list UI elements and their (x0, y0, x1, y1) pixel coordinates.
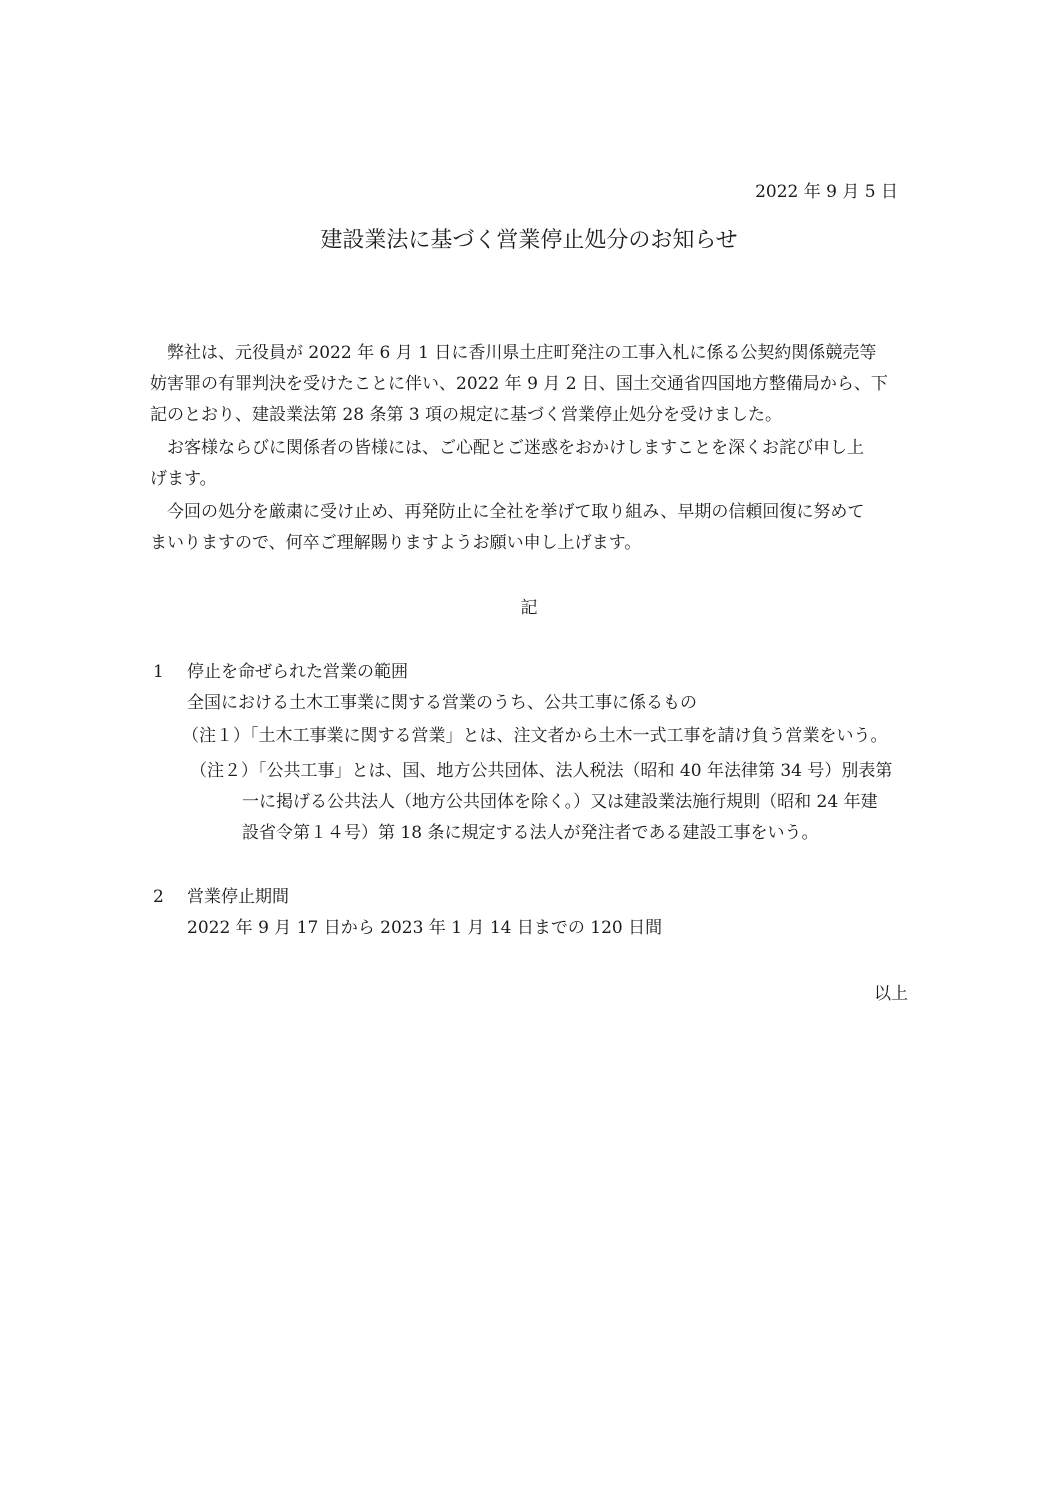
item-heading: 停止を命ぜられた営業の範囲 (187, 662, 408, 682)
item-note: 一に掲げる公共法人（地方公共団体を除く。）又は建設業法施行規則（昭和 24 年建 (242, 792, 878, 812)
item-note: 設省令第１４号）第 18 条に規定する法人が発注者である建設工事をいう。 (242, 823, 819, 843)
closing-text: 以上 (874, 984, 908, 1004)
body-line: お客様ならびに関係者の皆様には、ご心配とご迷惑をおかけしますことを深くお詫び申し上 (150, 438, 864, 458)
item-content: 2022 年 9 月 17 日から 2023 年 1 月 14 日までの 120 日間 (187, 918, 663, 938)
body-line: 弊社は、元役員が 2022 年 6 月 1 日に香川県土庄町発注の工事入札に係る公契約関係競売等 (150, 343, 877, 363)
item-content: 全国における土木工事業に関する営業のうち、公共工事に係るもの (187, 693, 697, 713)
ki-heading: 記 (520, 598, 538, 618)
item-heading: 営業停止期間 (187, 887, 289, 907)
body-line: 今回の処分を厳粛に受け止め、再発防止に全社を挙げて取り組み、早期の信頼回復に努めて (150, 502, 865, 522)
item-note: （注２）「公共工事」とは、国、地方公共団体、法人税法（昭和 40 年法律第 34 号）別表第 (190, 761, 893, 781)
document-title: 建設業法に基づく営業停止処分のお知らせ (320, 228, 738, 253)
item-note: （注１）「土木工事業に関する営業」とは、注文者から土木一式工事を請け負う営業をいう。 (182, 726, 888, 746)
body-line: げます。 (150, 469, 217, 489)
item-number: 1 (153, 662, 164, 682)
body-line: 妨害罪の有罪判決を受けたことに伴い、2022 年 9 月 2 日、国土交通省四国地方整備局から、下 (150, 374, 888, 394)
document-date: 2022 年 9 月 5 日 (755, 182, 898, 202)
body-line: まいりますので、何卒ご理解賜りますようお願い申し上げます。 (150, 533, 642, 553)
body-line: 記のとおり、建設業法第 28 条第 3 項の規定に基づく営業停止処分を受けました。 (150, 405, 783, 425)
item-number: 2 (153, 887, 164, 907)
